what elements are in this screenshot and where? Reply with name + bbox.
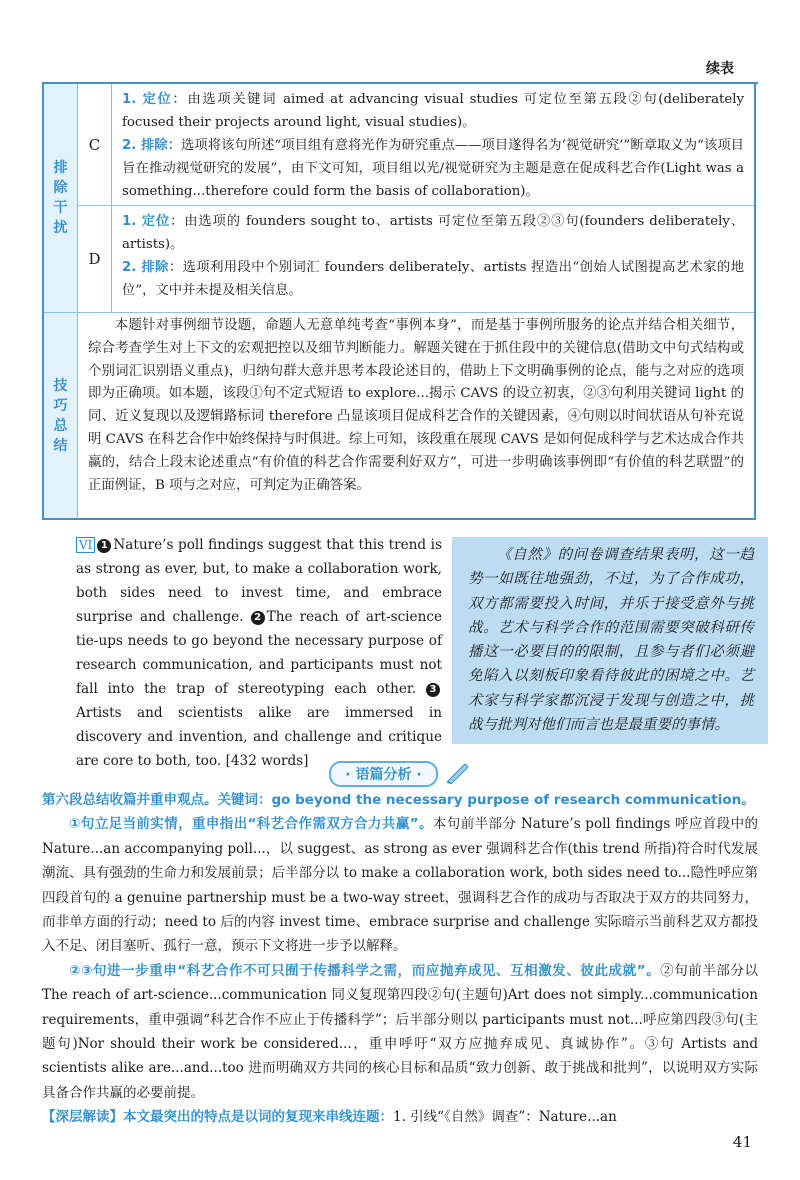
analysis-body: [42, 788, 758, 1130]
deep-reading-tag: 【深层解读】: [42, 1109, 123, 1126]
paragraph-label: VI: [76, 537, 95, 553]
analysis-summary: 第六段总结收篇并重申观点。关键词：go beyond the necessary purpose of research communication。: [42, 792, 755, 808]
locate-text: ：由选项关键词 aimed at advancing visual studies 可定位至第五段②句(deliberately focused their projects around light, visual studies)。: [122, 92, 744, 130]
page-number: 41: [732, 1133, 752, 1151]
sentence-number: 3: [426, 683, 440, 697]
locate-text: ：由选项的 founders sought to、artists 可定位至第五段②③句(founders deliberately、artists)。: [122, 214, 744, 252]
exclude-text: ：选项利用段中个别词汇 founders deliberately、artists 捏造出“创始人试图提高艺术家的地位”，文中并未提及相关信息。: [122, 260, 744, 298]
sentence-number: 2: [251, 611, 265, 625]
deep-reading-text: 1. 引线“《自然》调查”：Nature...an: [393, 1109, 617, 1126]
option-d-cell: [112, 205, 754, 312]
sentence-number: 1: [97, 539, 111, 553]
category-tips: 技巧总结: [44, 312, 78, 518]
analysis-text: ②句前半部分以 The reach of art-science...communication 同义复现第四段②句(主题句)Art does not simply...communication requirements，重申强调“科艺合作不应止于传播科学”；后半部分则以 participants must not...呼应第四段③句(主题句)Nor should their work be considered...，重申呼吁“双方应抛弃成见、真诚协作”。③句 Artists and scientists alike are...and...too 进而明确双方共同的核心目标和品质“致力创新、敢于挑战和批判”，以说明双方实际具备合作共赢的必要前提。: [42, 962, 759, 1101]
exclude-tag: 2. 排除: [122, 260, 169, 275]
word-count: [432 words]: [225, 753, 309, 769]
analysis-point: ①句立足当前实情，重申指出“科艺合作需双方合力共赢”。: [69, 816, 433, 833]
sentence: Artists and scientists alike are immersed in discovery and invention, and challenge and critique are core to both, too.: [76, 705, 442, 769]
pen-icon: [445, 760, 471, 788]
continued-table-label: 续表: [706, 61, 734, 77]
translation-box: [452, 537, 768, 744]
section-header: [0, 760, 800, 788]
locate-tag: 1. 定位: [122, 214, 171, 229]
exclude-tag: 2. 排除: [122, 138, 168, 153]
analysis-table: [42, 84, 756, 520]
passage-paragraph: [76, 533, 442, 773]
exclude-text: ：选项将该句所述“项目组有意将光作为研究重点——项目遂得名为‘视觉研究’”断章取义为“该项目旨在推动视觉研究的发展”，由下文可知，项目组以光/视觉研究为主题是意在促成科艺合作(Light was a something...therefore could form the basis of collaboration)。: [122, 138, 744, 199]
option-c-label: C: [78, 84, 112, 205]
category-exclude: 排除干扰: [44, 84, 78, 312]
analysis-text: 本句前半部分 Nature’s poll findings 呼应首段中的 Nature...an accompanying poll...，以 suggest、as strong as ever 强调科艺合作(this trend 所指)符合时代发展潮流、具有强劲的生命力和发展前景；后半部分以 to make a collaboration work, both sides need to...隐性呼应第四段首句的 a genuine partnership must be a two-way street，强调科艺合作的成功与否取决于双方的共同努力，而非单方面的行动；need to 后的内容 invest time、embrace surprise and challenge 实际暗示当前科艺双方都投入不足、闭目塞听、孤行一意，预示下文将进一步予以解释。: [42, 816, 758, 955]
locate-tag: 1. 定位: [122, 92, 173, 107]
analysis-point: ②③句进一步重申“科艺合作不可只囿于传播科学之需，而应抛弃成见、互相激发、彼此成就”。: [69, 962, 661, 979]
tips-text: 本题针对事例细节设题，命题人无意单纯考查“事例本身”，而是基于事例所服务的论点并结合相关细节，综合考查学生对上下文的宏观把控以及细节判断能力。解题关键在于抓住段中的关键信息(借助文中句式结构或个别词汇识别语义重点)，归纳句群大意并思考本段论述目的，借助上下文明确事例的论点，能与之对应的选项即为正确项。如本题，该段①句不定式短语 to explore...揭示 CAVS 的设立初衷，②③句利用关键词 light 的同、近义复现以及逻辑路标词 therefore 凸显该项目促成科艺合作的关键因素，④句则以时间状语从句补充说明 CAVS 在科艺合作中始终保持与时俱进。综上可知，该段重在展现 CAVS 是如何促成科学与艺术达成合作共赢的，结合上段末论述重点“有价值的科艺合作需要利好双方”，可进一步明确该事例即“有价值的科艺联盟”的正面例证，B 项与之对应，可判定为正确答案。: [88, 318, 744, 493]
deep-reading-point: 本文最突出的特点是以词的复现来串线连题：: [123, 1109, 393, 1126]
tips-cell: [78, 312, 754, 518]
option-c-cell: [112, 84, 754, 205]
sentence: Nature’s poll findings suggest that this trend is as strong as ever, but, to make a collaboration work, both sides need to invest time, and embrace surprise and challenge.: [76, 537, 442, 625]
sentence: The reach of art-science tie-ups needs to go beyond the necessary purpose of research communication, and participants must not fall into the trap of stereotyping each other.: [76, 609, 442, 697]
option-d-label: D: [78, 205, 112, 312]
translation-text: 《自然》的问卷调查结果表明，这一趋势一如既往地强劲，不过，为了合作成功，双方都需要投入时间，并乐于接受意外与挑战。艺术与科学合作的范围需要突破科研传播这一必要目的的限制，且参与者们必须避免陷入以刻板印象看待彼此的困境之中。艺术家与科学家都沉浸于发现与创造之中，挑战与批判对他们而言也是最重要的事情。: [468, 547, 754, 734]
section-title: · 语篇分析 ·: [329, 761, 437, 787]
